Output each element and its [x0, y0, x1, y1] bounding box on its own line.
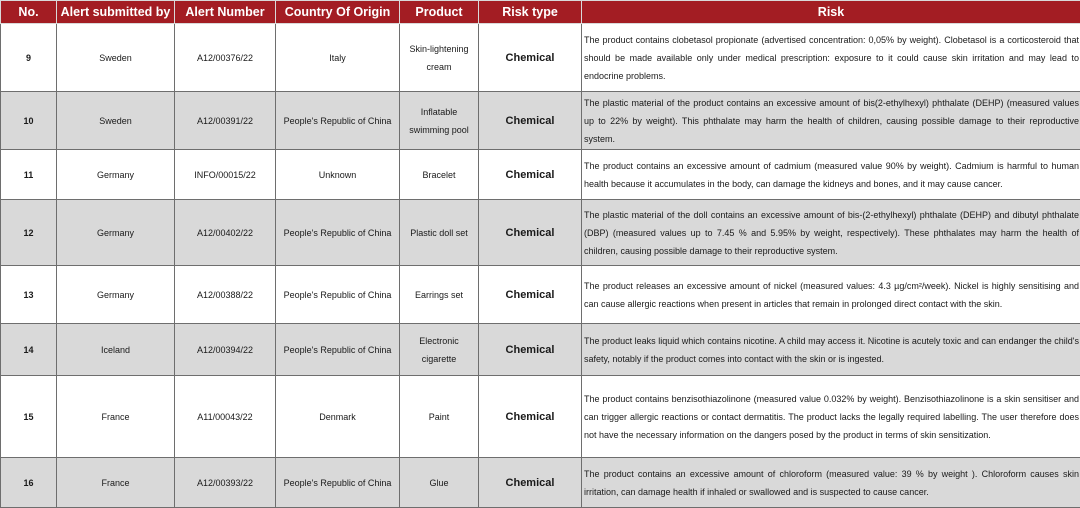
cell-country: Unknown [276, 150, 400, 200]
cell-product: Skin-lightening cream [400, 24, 479, 92]
cell-submitted-by: Sweden [57, 24, 175, 92]
cell-alert-number: A12/00388/22 [175, 266, 276, 324]
cell-alert-number: A12/00402/22 [175, 200, 276, 266]
cell-country: Denmark [276, 376, 400, 458]
cell-risk-type: Chemical [479, 324, 582, 376]
cell-risk-type: Chemical [479, 200, 582, 266]
cell-alert-number: A11/00043/22 [175, 376, 276, 458]
cell-alert-number: A12/00394/22 [175, 324, 276, 376]
cell-country: People's Republic of China [276, 266, 400, 324]
cell-no: 16 [1, 458, 57, 508]
cell-risk: The product contains an excessive amount of cadmium (measured value 90% by weight). Cadmium is harmful to human health because it accumulates in the body, can damage the kidneys and bones, and it may cause cancer. [582, 150, 1080, 200]
table-row [1, 458, 1080, 508]
cell-no: 14 [1, 324, 57, 376]
cell-risk: The product releases an excessive amount of nickel (measured values: 4.3 µg/cm²/week). Nickel is highly sensitising and can cause allergic reactions when present in articles that remain in prolonged direct contact with the skin. [582, 266, 1080, 324]
cell-risk: The plastic material of the product contains an excessive amount of bis(2-ethylhexyl) phthalate (DEHP) (measured values up to 22% by weight). This phthalate may harm the health of children, causing possible damage to their reproductive system. [582, 92, 1080, 150]
cell-no: 13 [1, 266, 57, 324]
header-risk: Risk [582, 1, 1080, 24]
table-row [1, 150, 1080, 200]
header-country: Country Of Origin [276, 1, 400, 24]
table-row [1, 24, 1080, 92]
cell-submitted-by: Germany [57, 266, 175, 324]
cell-product: Bracelet [400, 150, 479, 200]
header-product: Product [400, 1, 479, 24]
header-submitted-by: Alert submitted by [57, 1, 175, 24]
cell-no: 12 [1, 200, 57, 266]
table-row [1, 266, 1080, 324]
cell-risk-type: Chemical [479, 376, 582, 458]
cell-product: Glue [400, 458, 479, 508]
cell-submitted-by: Sweden [57, 92, 175, 150]
cell-risk-type: Chemical [479, 92, 582, 150]
cell-country: People's Republic of China [276, 324, 400, 376]
cell-risk: The product contains benzisothiazolinone (measured value 0.032% by weight). Benzisothiazolinone is a skin sensitiser and can trigger allergic reactions or contact dermatitis. The product lacks the legally required labelling. The user therefore does not have the necessary information on the dangers posed by the product in terms of skin sensitization. [582, 376, 1080, 458]
cell-risk-type: Chemical [479, 24, 582, 92]
cell-submitted-by: Germany [57, 200, 175, 266]
cell-risk-type: Chemical [479, 458, 582, 508]
cell-alert-number: A12/00393/22 [175, 458, 276, 508]
cell-submitted-by: France [57, 458, 175, 508]
cell-no: 11 [1, 150, 57, 200]
cell-product: Inflatable swimming pool [400, 92, 479, 150]
cell-submitted-by: France [57, 376, 175, 458]
cell-country: People's Republic of China [276, 92, 400, 150]
cell-product: Earrings set [400, 266, 479, 324]
cell-risk: The product contains clobetasol propionate (advertised concentration: 0,05% by weight). Clobetasol is a corticosteroid that should be made available only under medical prescription: exposure to it could cause skin irritation and may lead to endocrine problems. [582, 24, 1080, 92]
header-risk-type: Risk type [479, 1, 582, 24]
cell-product: Plastic doll set [400, 200, 479, 266]
table-row [1, 324, 1080, 376]
header-row [1, 1, 1080, 24]
table-row [1, 200, 1080, 266]
cell-no: 10 [1, 92, 57, 150]
cell-submitted-by: Iceland [57, 324, 175, 376]
cell-product: Paint [400, 376, 479, 458]
cell-no: 15 [1, 376, 57, 458]
table-row [1, 92, 1080, 150]
cell-alert-number: A12/00376/22 [175, 24, 276, 92]
header-no: No. [1, 1, 57, 24]
cell-risk: The product contains an excessive amount of chloroform (measured value: 39 % by weight ). Chloroform causes skin irritation, can damage health if inhaled or swallowed and is suspected to cause cancer. [582, 458, 1080, 508]
cell-country: People's Republic of China [276, 200, 400, 266]
cell-risk-type: Chemical [479, 266, 582, 324]
cell-country: People's Republic of China [276, 458, 400, 508]
cell-alert-number: INFO/00015/22 [175, 150, 276, 200]
cell-no: 9 [1, 24, 57, 92]
cell-product: Electronic cigarette [400, 324, 479, 376]
cell-risk: The plastic material of the doll contains an excessive amount of bis-(2-ethylhexyl) phthalate (DEHP) and dibutyl phthalate (DBP) (measured values up to 7.45 % and 5.95% by weight, respectively). These phthalates may harm the health of children, causing possible damage to their reproductive system. [582, 200, 1080, 266]
cell-alert-number: A12/00391/22 [175, 92, 276, 150]
cell-country: Italy [276, 24, 400, 92]
table-row [1, 376, 1080, 458]
header-alert-number: Alert Number [175, 1, 276, 24]
cell-submitted-by: Germany [57, 150, 175, 200]
cell-risk: The product leaks liquid which contains nicotine. A child may access it. Nicotine is acutely toxic and can endanger the child's safety, notably if the product comes into contact with the skin or is ingested. [582, 324, 1080, 376]
cell-risk-type: Chemical [479, 150, 582, 200]
